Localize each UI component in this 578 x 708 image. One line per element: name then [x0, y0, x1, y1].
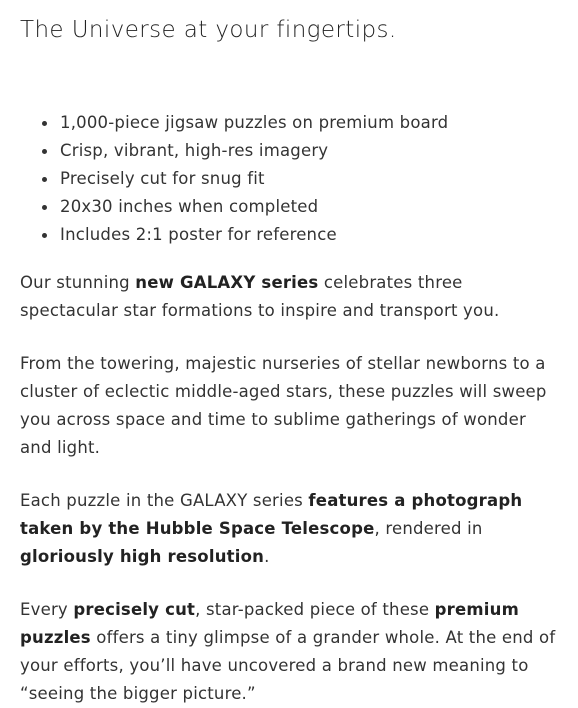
headline: The Universe at your fingertips.	[20, 17, 397, 43]
hubble-paragraph	[20, 487, 558, 571]
emphasis: new GALAXY series	[135, 273, 319, 292]
bullet-icon	[42, 177, 47, 182]
bullet-icon	[42, 233, 47, 238]
feature-list	[20, 109, 558, 249]
list-item	[60, 165, 558, 193]
list-item	[60, 193, 558, 221]
emphasis: features a photograph taken by the Hubble Space Telescope	[20, 491, 523, 538]
text-run: From the towering, majestic nurseries of stellar newborns to a cluster of eclectic middle-aged stars, these puzzles will sweep you across space and time to sublime gatherings of wonder and light.	[20, 354, 547, 457]
list-item	[60, 109, 558, 137]
bullet-icon	[42, 205, 47, 210]
feature-text: Precisely cut for snug fit	[60, 169, 265, 188]
text-run: Our stunning	[20, 273, 136, 292]
emphasis: precisely cut	[73, 600, 196, 619]
text-run: celebrates three spectacular star formations to inspire and transport you.	[20, 273, 500, 320]
list-item	[60, 221, 558, 249]
intro-paragraph	[20, 269, 558, 325]
feature-text: Includes 2:1 poster for reference	[60, 225, 337, 244]
bullet-icon	[42, 149, 47, 154]
text-run: , rendered in	[374, 519, 483, 538]
text-run: Each puzzle in the GALAXY series	[20, 491, 309, 510]
text-run: , star-packed piece of these	[195, 600, 435, 619]
description-paragraph	[20, 350, 558, 462]
feature-text: Crisp, vibrant, high-res imagery	[60, 141, 329, 160]
text-run: offers a tiny glimpse of a grander whole. At the end of your efforts, you’ll have uncovered a brand new meaning to “seeing the bigger picture.”	[20, 628, 556, 703]
closing-paragraph	[20, 596, 558, 708]
feature-text: 1,000-piece jigsaw puzzles on premium board	[60, 113, 449, 132]
emphasis: premium puzzles	[20, 600, 519, 647]
emphasis: gloriously high resolution	[20, 547, 265, 566]
text-run: .	[264, 547, 270, 566]
list-item	[60, 137, 558, 165]
text-run: Every	[20, 600, 74, 619]
feature-text: 20x30 inches when completed	[60, 197, 319, 216]
bullet-icon	[42, 121, 47, 126]
